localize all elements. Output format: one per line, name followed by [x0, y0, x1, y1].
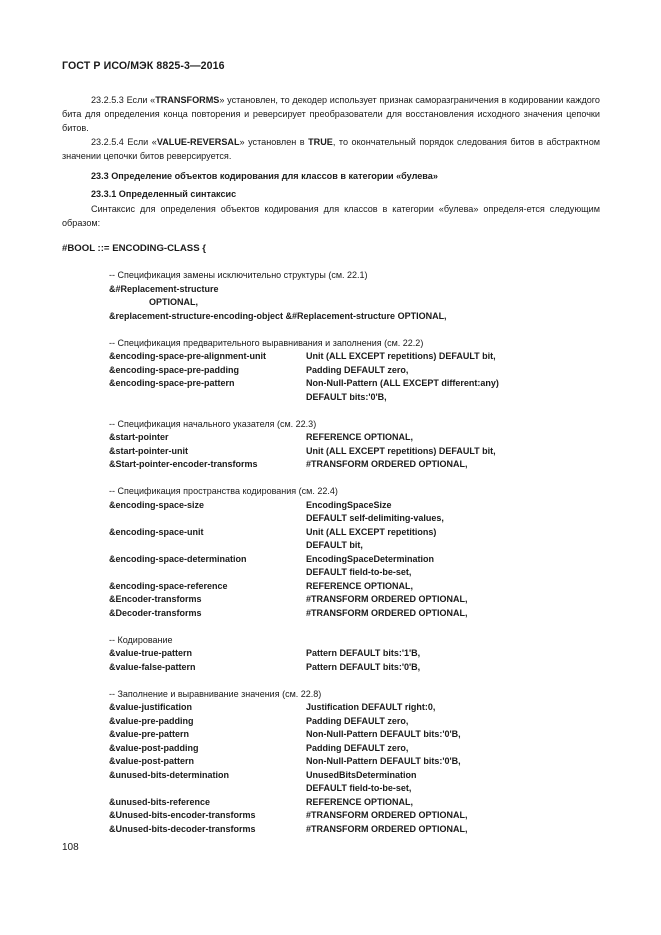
code-heading: #BOOL ::= ENCODING-CLASS {	[62, 243, 207, 254]
code-comment: -- Заполнение и выравнивание значения (см. 22.8)	[109, 689, 322, 699]
code-field: &replacement-structure-encoding-object &#Replacement-structure OPTIONAL,	[109, 311, 447, 321]
code-field: &value-justification	[109, 702, 193, 712]
code-type: Justification DEFAULT right:0,	[306, 702, 436, 712]
code-field: &encoding-space-determination	[109, 554, 247, 564]
section-heading-23-3: 23.3 Определение объектов кодирования для классов в категории «булева»	[91, 171, 438, 181]
code-field: OPTIONAL,	[149, 297, 198, 307]
code-field: &value-true-pattern	[109, 648, 193, 658]
code-type: DEFAULT self-delimiting-values,	[306, 513, 444, 523]
code-field: &Unused-bits-encoder-transforms	[109, 810, 256, 820]
code-field: &Decoder-transforms	[109, 608, 202, 618]
code-field: &unused-bits-reference	[109, 797, 211, 807]
code-comment: -- Спецификация пространства кодирования (см. 22.4)	[109, 486, 338, 496]
code-type: #TRANSFORM ORDERED OPTIONAL,	[306, 608, 468, 618]
code-type: REFERENCE OPTIONAL,	[306, 432, 414, 442]
code-comment: -- Спецификация начального указателя (см. 22.3)	[109, 419, 317, 429]
code-type: Unit (ALL EXCEPT repetitions) DEFAULT bit,	[306, 351, 496, 361]
code-field: &Unused-bits-decoder-transforms	[109, 824, 256, 834]
code-type: REFERENCE OPTIONAL,	[306, 797, 414, 807]
code-type: Non-Null-Pattern DEFAULT bits:'0'B,	[306, 756, 461, 766]
code-type: Padding DEFAULT zero,	[306, 743, 409, 753]
code-type: REFERENCE OPTIONAL,	[306, 581, 414, 591]
page-number: 108	[62, 842, 79, 853]
code-field: &start-pointer-unit	[109, 446, 188, 456]
clause-number: 23.2.5.3	[91, 95, 124, 105]
code-field: &value-pre-padding	[109, 716, 194, 726]
code-type: #TRANSFORM ORDERED OPTIONAL,	[306, 594, 468, 604]
code-field: &value-post-pattern	[109, 756, 195, 766]
code-type: #TRANSFORM ORDERED OPTIONAL,	[306, 824, 468, 834]
keyword: VALUE-REVERSAL	[156, 137, 240, 147]
code-type: DEFAULT field-to-be-set,	[306, 567, 412, 577]
code-field: &start-pointer	[109, 432, 169, 442]
code-field: &value-post-padding	[109, 743, 199, 753]
code-type: Pattern DEFAULT bits:'1'B,	[306, 648, 421, 658]
code-field: &#Replacement-structure	[109, 284, 219, 294]
code-type: Padding DEFAULT zero,	[306, 365, 409, 375]
code-field: &Encoder-transforms	[109, 594, 202, 604]
code-type: Non-Null-Pattern DEFAULT bits:'0'B,	[306, 729, 461, 739]
paragraph-23-2-5-4: 23.2.5.4 Если «VALUE-REVERSAL» установлен в TRUE, то окончательный порядок следования битов в абстрактном значении цепочки битов реверсируется.	[62, 137, 601, 161]
code-field: &unused-bits-determination	[109, 770, 230, 780]
code-type: Padding DEFAULT zero,	[306, 716, 409, 726]
code-field: &value-pre-pattern	[109, 729, 190, 739]
code-type: Non-Null-Pattern (ALL EXCEPT different:any)	[306, 378, 499, 388]
keyword: TRANSFORMS	[155, 95, 220, 105]
code-type: DEFAULT bit,	[306, 540, 363, 550]
code-comment: -- Спецификация замены исключительно структуры (см. 22.1)	[109, 270, 368, 280]
document-header: ГОСТ Р ИСО/МЭК 8825-3—2016	[62, 60, 225, 72]
code-comment: -- Кодирование	[109, 635, 173, 645]
code-field: &value-false-pattern	[109, 662, 196, 672]
code-type: EncodingSpaceSize	[306, 500, 392, 510]
code-type: Unit (ALL EXCEPT repetitions) DEFAULT bit,	[306, 446, 496, 456]
code-type: EncodingSpaceDetermination	[306, 554, 435, 564]
code-type: Unit (ALL EXCEPT repetitions)	[306, 527, 437, 537]
code-type: DEFAULT bits:'0'B,	[306, 392, 387, 402]
code-type: #TRANSFORM ORDERED OPTIONAL,	[306, 459, 468, 469]
code-type: DEFAULT field-to-be-set,	[306, 783, 412, 793]
paragraph-syntax-intro: Синтаксис для определения объектов кодирования для классов в категории «булева» определя-ется следующим образом:	[62, 204, 600, 228]
section-heading-23-3-1: 23.3.1 Определенный синтаксис	[91, 189, 237, 199]
code-field: &encoding-space-pre-pattern	[109, 378, 235, 388]
paragraph-23-2-5-3: 23.2.5.3 Если «TRANSFORMS» установлен, то декодер использует признак саморазграничения в кодировании каждого бита для определения конца повторения и реверсирует преобразователи для восстановления исходного значения цепочки битов.	[62, 95, 600, 133]
code-field: &encoding-space-pre-alignment-unit	[109, 351, 267, 361]
code-type: Pattern DEFAULT bits:'0'B,	[306, 662, 421, 672]
code-comment: -- Спецификация предварительного выравнивания и заполнения (см. 22.2)	[109, 338, 424, 348]
code-field: &encoding-space-unit	[109, 527, 204, 537]
code-field: &encoding-space-size	[109, 500, 205, 510]
keyword: TRUE	[308, 137, 333, 147]
code-field: &encoding-space-pre-padding	[109, 365, 240, 375]
code-type: UnusedBitsDetermination	[306, 770, 417, 780]
clause-number: 23.2.5.4	[91, 137, 124, 147]
code-field: &Start-pointer-encoder-transforms	[109, 459, 258, 469]
code-field: &encoding-space-reference	[109, 581, 228, 591]
code-type: #TRANSFORM ORDERED OPTIONAL,	[306, 810, 468, 820]
